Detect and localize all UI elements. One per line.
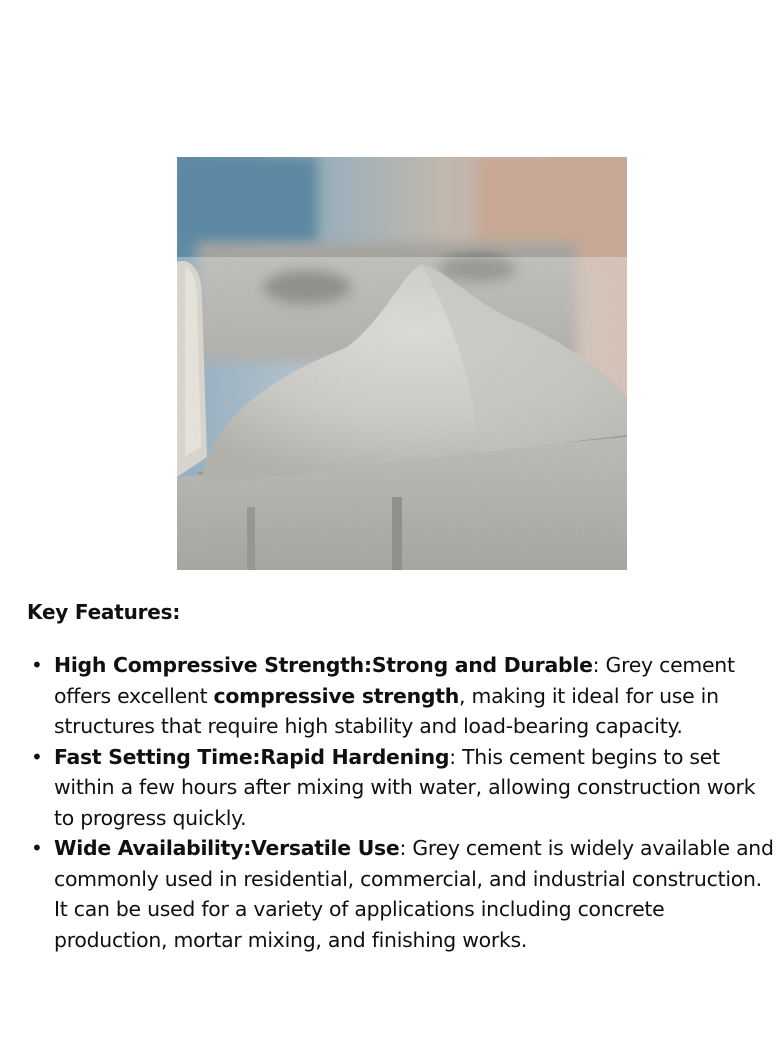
- key-features-heading: Key Features:: [27, 600, 181, 624]
- feature-text: Grey cement offers excellent: [54, 653, 735, 708]
- feature-title: High Compressive Strength: [54, 653, 364, 677]
- feature-colon: :: [592, 653, 600, 677]
- feature-item: [28, 833, 776, 955]
- bullet-icon: •: [31, 744, 43, 769]
- feature-subtitle: Rapid Hardening: [260, 744, 450, 769]
- feature-emphasis: compressive strength: [213, 683, 459, 708]
- feature-text: Grey cement is widely available and commonly used in residential, commercial, and industrial construction. It can be used for a variety of applications including concrete production, mortar mixing, and finishing works.: [54, 836, 774, 952]
- feature-title: Wide Availability: [54, 836, 244, 860]
- feature-subtitle: Strong and Durable: [371, 653, 593, 677]
- feature-list: [28, 650, 776, 955]
- feature-separator: :: [243, 836, 252, 860]
- product-image: [177, 157, 627, 570]
- feature-separator: :: [363, 653, 372, 677]
- bullet-icon: •: [31, 653, 43, 677]
- bullet-icon: •: [31, 836, 43, 860]
- cement-photo: [177, 157, 627, 570]
- feature-item: [28, 650, 776, 742]
- feature-item: [28, 742, 776, 834]
- feature-colon: :: [399, 836, 407, 860]
- feature-text: , making it ideal for use in structures that require high stability and load-bearing capacity.: [54, 683, 719, 738]
- feature-text: This cement begins to set within a few hours after mixing with water, allowing construction work to progress quickly.: [54, 744, 756, 830]
- feature-colon: :: [449, 744, 456, 769]
- feature-subtitle: Versatile Use: [251, 836, 400, 860]
- feature-separator: :: [252, 744, 261, 769]
- feature-title: Fast Setting Time: [54, 744, 253, 769]
